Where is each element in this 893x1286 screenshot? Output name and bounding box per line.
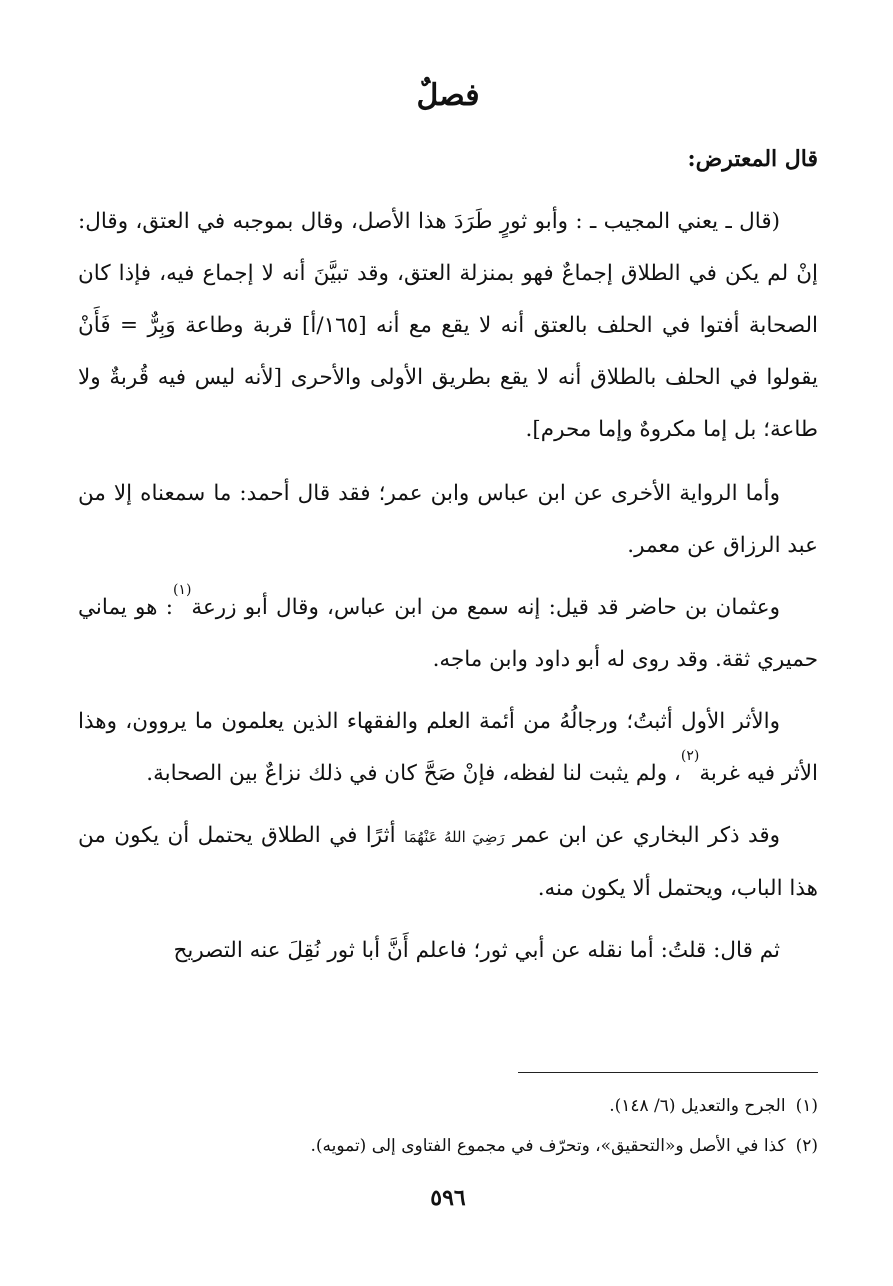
paragraph-text: أثرًا في الطلاق يحتمل أن يكون من هذا الباب، ويحتمل ألا يكون منه.	[78, 823, 818, 901]
footnote-2	[78, 1126, 818, 1166]
footnote-marker: (١)	[795, 1096, 818, 1116]
paragraph-quote: (قال ـ يعني المجيب ـ : وأبو ثورٍ طَرَدَ هذا الأصل، وقال بموجبه في العتق، وقال: إنْ لم يكن في الطلاق إجماعٌ فهو بمنزلة العتق، وقد تبيَّنَ أنه لا إجماع فيه، فإذا كان الصحابة أفتوا في الحلف بالعتق أنه لا يقع مع أنه [١٦٥/أ] قربة وطاعة وَبِرٌّ = فَأَنْ يقولوا في الحلف بالطلاق أنه لا يقع بطريق الأولى والأحرى [لأنه ليس فيه قُربةٌ ولا طاعة؛ بل إما مكروهٌ وإما محرم].	[78, 209, 818, 442]
section-heading: فصلٌ	[416, 78, 480, 113]
honorific-formula: رَضِيَ اللهُ عَنْهُمَا	[404, 828, 505, 846]
paragraph-text: : هو يماني حميري ثقة. وقد روى له أبو داود وابن ماجه.	[78, 595, 818, 672]
paragraph-text: وقد ذكر البخاري عن ابن عمر	[513, 823, 780, 848]
footnote-text: الجرح والتعديل (٦/ ١٤٨).	[609, 1096, 786, 1116]
paragraph-bukhari	[78, 810, 818, 915]
paragraph-text: ، ولم يثبت لنا لفظه، فإنْ صَحَّ كان في ذلك نزاعٌ بين الصحابة.	[146, 761, 681, 786]
footnote-marker: (٢)	[795, 1136, 818, 1156]
paragraph-text: والأثر الأول أثبتُ؛ ورجالُهُ من أئمة العلم والفقهاء الذين يعلمون ما يروون، وهذا الأثر فيه غربة	[78, 709, 818, 786]
footnote-ref-2[interactable]: (٢)	[680, 748, 700, 764]
paragraph-uthman	[78, 582, 818, 686]
paragraph-narration: وأما الرواية الأخرى عن ابن عباس وابن عمر؛ فقد قال أحمد: ما سمعناه إلا من عبد الرزاق عن معمر.	[78, 481, 818, 558]
paragraph-abu-thawr: ثم قال: قلتُ: أما نقله عن أبي ثور؛ فاعلم أَنَّ أبا ثور نُقِلَ عنه التصريح	[173, 938, 780, 963]
footnotes	[78, 1086, 818, 1166]
footnote-text: كذا في الأصل و«التحقيق»، وتحرّف في مجموع الفتاوى إلى (تمويه).	[310, 1136, 786, 1156]
paragraph-athar	[78, 696, 818, 800]
body-text	[78, 196, 818, 987]
speaker-label: قال المعترض:	[687, 146, 818, 172]
footnote-ref-1[interactable]: (١)	[172, 582, 192, 598]
footnote-separator	[518, 1072, 818, 1073]
book-page	[78, 0, 818, 1286]
paragraph-text: وعثمان بن حاضر قد قيل: إنه سمع من ابن عباس، وقال أبو زرعة	[191, 595, 780, 620]
page-number: ٥٩٦	[430, 1185, 466, 1211]
footnote-1	[78, 1086, 818, 1126]
